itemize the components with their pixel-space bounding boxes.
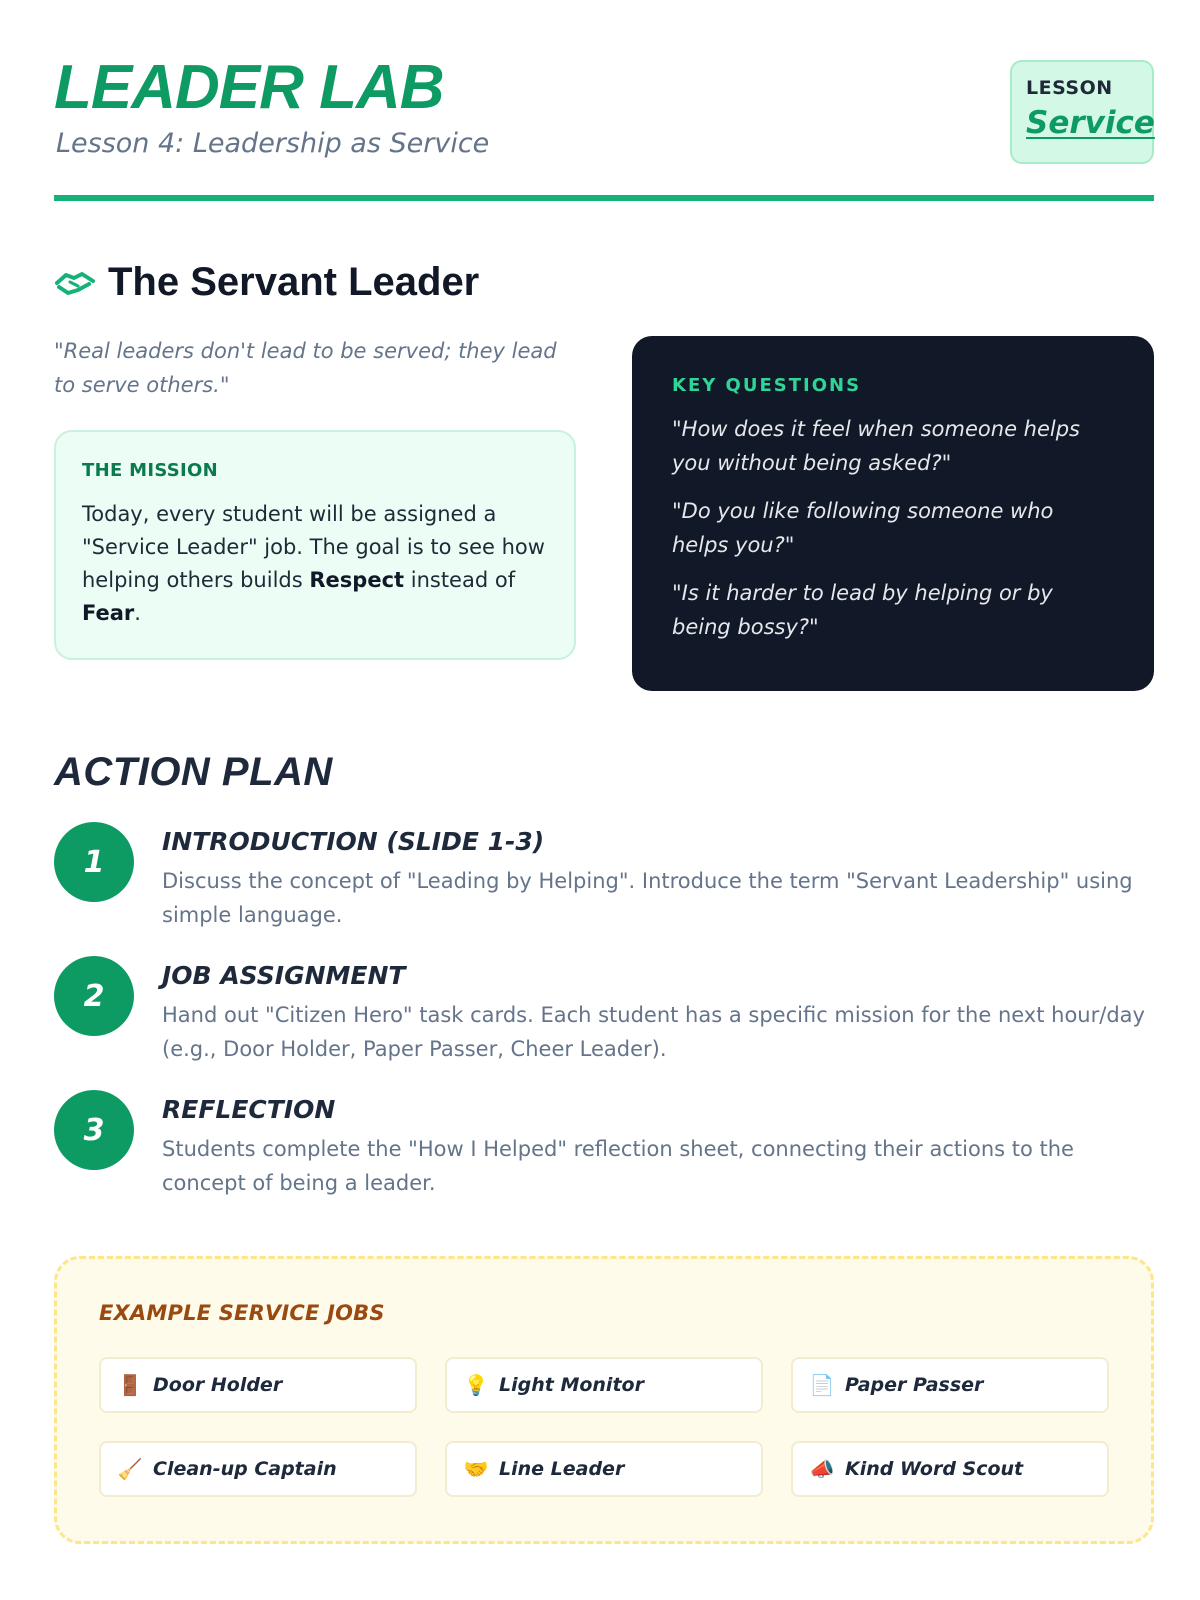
action-plan-title: ACTION PLAN: [54, 750, 333, 794]
lesson-subtitle: Lesson 4: Leadership as Service: [56, 128, 490, 159]
key-questions-label: KEY QUESTIONS: [672, 375, 862, 396]
job-card-door-holder: [99, 1357, 417, 1413]
lesson-badge-label: LESSON: [1026, 77, 1113, 99]
lightbulb-icon: 💡: [463, 1373, 489, 1397]
mission-text: [82, 498, 548, 630]
section-title: The Servant Leader: [108, 260, 480, 304]
job-name: Door Holder: [153, 1374, 283, 1396]
door-icon: 🚪: [117, 1373, 143, 1397]
job-name: Line Leader: [499, 1458, 625, 1480]
page-icon: 📄: [809, 1373, 835, 1397]
job-name: Paper Passer: [845, 1374, 984, 1396]
header-divider: [54, 195, 1154, 201]
broom-icon: 🧹: [117, 1457, 143, 1481]
action-step: [54, 822, 1154, 942]
step-number-badge: 3: [54, 1090, 134, 1170]
megaphone-icon: 📣: [809, 1457, 835, 1481]
handshake-icon: 🤝: [463, 1457, 489, 1481]
step-title: INTRODUCTION (SLIDE 1-3): [162, 827, 545, 856]
mission-text-part: .: [134, 601, 141, 625]
step-title: REFLECTION: [162, 1095, 336, 1124]
job-name: Kind Word Scout: [845, 1458, 1024, 1480]
service-jobs-box: [54, 1256, 1154, 1544]
handshake-icon: [54, 266, 96, 298]
job-card-paper-passer: [791, 1357, 1109, 1413]
key-questions-card: [632, 336, 1154, 691]
mission-text-part: Today, every student will be assigned a "Service Leader" job. The goal is to see how helping others builds: [82, 502, 545, 592]
lesson-badge-value: Service: [1026, 105, 1155, 141]
step-number-badge: 1: [54, 822, 134, 902]
key-question: "How does it feel when someone helps you without being asked?": [672, 417, 1080, 475]
job-card-line-leader: [445, 1441, 763, 1497]
action-step: [54, 1090, 1154, 1210]
mission-text-part: instead of: [404, 568, 516, 592]
mission-card: [54, 430, 576, 660]
job-card-light-monitor: [445, 1357, 763, 1413]
key-question: "Is it harder to lead by helping or by being bossy?": [672, 581, 1053, 639]
step-description: Discuss the concept of "Leading by Helping". Introduce the term "Servant Leadership" using simple language.: [162, 869, 1133, 927]
key-question: "Do you like following someone who helps you?": [672, 499, 1054, 557]
action-step: [54, 956, 1154, 1076]
mission-bold-respect: Respect: [309, 568, 405, 592]
mission-label: THE MISSION: [82, 460, 218, 481]
leadership-quote: "Real leaders don't lead to be served; they lead to serve others.": [54, 339, 557, 397]
service-jobs-label: EXAMPLE SERVICE JOBS: [99, 1301, 385, 1325]
mission-bold-fear: Fear: [82, 601, 135, 625]
servant-leader-heading: [54, 256, 479, 308]
page-title: LEADER LAB: [54, 53, 444, 122]
service-jobs-grid: [99, 1357, 1109, 1497]
step-number-badge: 2: [54, 956, 134, 1036]
job-name: Light Monitor: [499, 1374, 644, 1396]
job-name: Clean-up Captain: [153, 1458, 337, 1480]
job-card-kind-word-scout: [791, 1441, 1109, 1497]
job-card-clean-up-captain: [99, 1441, 417, 1497]
lesson-badge: [1010, 60, 1154, 164]
step-description: Hand out "Citizen Hero" task cards. Each student has a specific mission for the next hour/day (e.g., Door Holder, Paper Passer, Cheer Leader).: [162, 1003, 1145, 1061]
page-header: [54, 54, 1154, 204]
step-title: JOB ASSIGNMENT: [162, 961, 406, 990]
step-description: Students complete the "How I Helped" reflection sheet, connecting their actions to the concept of being a leader.: [162, 1137, 1074, 1195]
